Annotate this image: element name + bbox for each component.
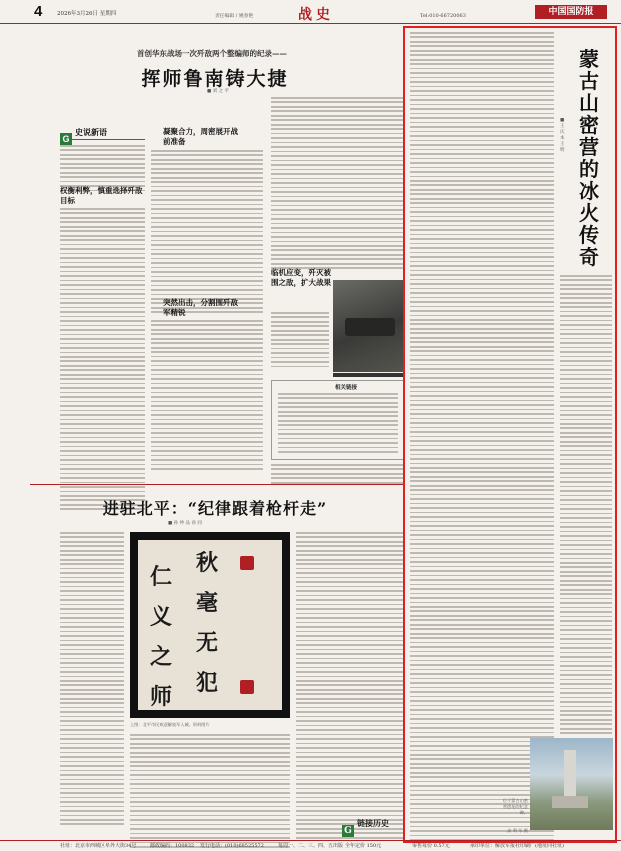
body-text-block: [560, 275, 612, 737]
monument-credit: 高 利 军 摄: [507, 828, 528, 833]
tank-photo: [333, 280, 405, 372]
flag-char: 之: [150, 644, 173, 670]
title-char: 营: [579, 135, 599, 159]
flag-char: 无: [196, 630, 219, 656]
masthead-logo: 中国国防报: [535, 5, 607, 19]
body-text-block: [271, 97, 405, 272]
monument-caption: 位于蒙古山密营遗址的纪念碑。: [502, 798, 528, 815]
tel-number: Tel:010-66720063: [420, 13, 466, 19]
top-article-title: 挥师鲁南铸大捷: [141, 68, 289, 90]
seal-stamp: [240, 556, 254, 570]
flag-char: 犯: [196, 670, 219, 696]
body-text-block: [271, 312, 329, 370]
title-char: 古: [579, 69, 599, 93]
title-char: 传: [579, 223, 599, 247]
bottom-article-author: ■ 孙 仲 品 孙 同: [168, 521, 202, 526]
top-article-subtitle: 首创华东战场一次歼敌两个整编师的纪录——: [137, 49, 287, 58]
title-char: 蒙: [579, 47, 599, 71]
flag-char: 秋: [196, 550, 219, 576]
monument-photo: [530, 738, 613, 830]
body-text-block: [130, 734, 290, 851]
flag-char: 毫: [196, 590, 219, 616]
body-text-block: [60, 208, 145, 513]
related-link-text: [278, 393, 398, 456]
right-article-title: [578, 48, 600, 268]
flag-char: 仁: [150, 564, 173, 590]
history-link-label: 链接历史: [357, 818, 389, 828]
footer-printer: 承印单位：解放军报社印刷厂(地址同社址): [470, 843, 564, 849]
footer-postcode: 邮政编码：100832: [150, 843, 195, 849]
g-logo-icon: G: [60, 133, 72, 145]
title-char: 密: [579, 113, 599, 137]
title-char: 的: [579, 157, 599, 181]
footer-address: 社址：北京市西城区阜外大街34号: [60, 843, 137, 849]
page-number: 4: [34, 3, 43, 20]
right-article-author: ■ 王 庆 本 王 明: [560, 118, 565, 153]
divider: [30, 484, 404, 485]
flag-char: 师: [150, 684, 173, 710]
flag-char: 义: [150, 604, 173, 630]
body-text-block: [410, 32, 554, 844]
title-char: 山: [579, 91, 599, 115]
body-text-block: [151, 320, 263, 472]
related-link-heading: 相关链接: [335, 385, 358, 391]
history-badge: [60, 127, 145, 144]
body-text-block: [296, 532, 404, 841]
title-char: 冰: [579, 179, 599, 203]
footer-phone: 发行电话：(010)68525572: [200, 843, 264, 849]
title-char: 奇: [579, 245, 599, 269]
photo-caption: 上图：北平市民欢迎解放军入城。资料图片: [130, 722, 210, 727]
section-heading-2: 凝聚合力，周密展开战前准备: [163, 127, 238, 146]
body-text-block: [60, 532, 124, 828]
seal-stamp: [240, 680, 254, 694]
photo-border: [333, 373, 405, 377]
footer-price: 全年定价 150元: [345, 843, 382, 849]
title-char: 火: [579, 201, 599, 225]
issue-date: 2026年3月26日 星期四: [57, 11, 117, 17]
footer-schedule: 每周一、二、三、四、五出版: [278, 843, 344, 849]
g-logo-icon: G: [342, 825, 354, 837]
section-title: 战史: [298, 7, 334, 23]
top-article-author: ■ 刘 之 平: [207, 89, 230, 94]
section-heading-1: 权衡利弊，慎重选择歼敌目标: [60, 186, 143, 205]
history-badge-label: 史说新语: [75, 127, 107, 137]
section-heading-4: 临机应变，歼灭被围之敌，扩大战果: [271, 268, 331, 287]
page-header: [0, 0, 621, 24]
editor-credit: 责任编辑 / 姚春艳: [215, 14, 254, 19]
body-text-block: [151, 150, 263, 316]
bottom-article-title: 进驻北平：“纪律跟着枪杆走”: [102, 499, 328, 518]
footer-retail: 零售每份 0.57元: [412, 843, 450, 849]
section-heading-3: 突然出击，分割围歼敌军精锐: [163, 298, 238, 317]
history-link-badge: [342, 818, 404, 836]
